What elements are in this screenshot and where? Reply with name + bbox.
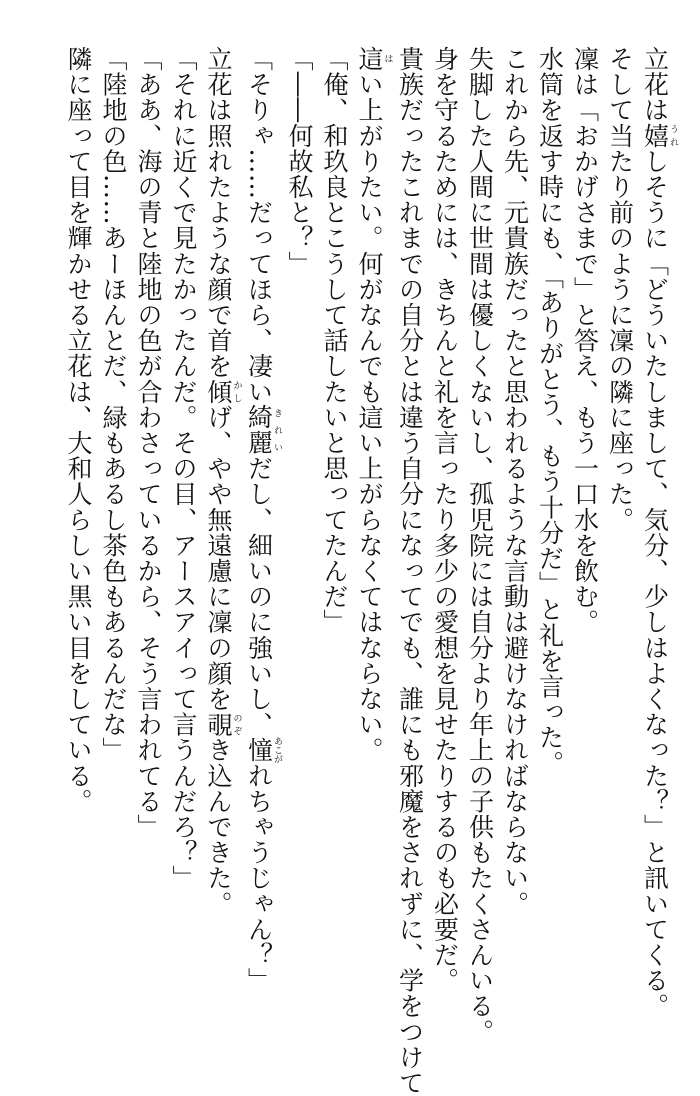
text-segment: 貴族だったこれまでの自分とは違う自分になってでも、誰にも邪魔をされずに、学をつけて xyxy=(395,46,425,1096)
text-segment: 凜は「おかげさまで」と答え、もう一口水を飲む。 xyxy=(570,46,600,635)
text-line xyxy=(61,46,96,966)
text-line xyxy=(603,46,638,966)
text-segment: これから先、元貴族だったと思われるような言動は避けなければならない。 xyxy=(500,46,530,917)
text-line xyxy=(131,46,166,966)
text-segment: い上がりたい。何がなんでも這い上がらなくてはならない。 xyxy=(355,71,384,763)
text-segment: 失脚した人間に世間は優しくないし、孤児院には自分より年上の子供もたくさんいる。 xyxy=(465,46,495,1045)
ruby-base-text: 綺麗 xyxy=(244,404,274,456)
furigana-ruby xyxy=(204,378,242,405)
text-segment: 身を守るためには、きちんと礼を言ったり多少の愛想を見せたりするのも必要だ。 xyxy=(430,46,460,994)
furigana-ruby xyxy=(244,736,282,764)
text-line xyxy=(533,46,568,966)
text-segment: 水筒を返す時にも、「ありがとう、もう十分だ」と礼を言った。 xyxy=(535,46,565,776)
ruby-base-text: 嬉 xyxy=(640,122,670,149)
ruby-base-text: 覗 xyxy=(204,711,233,738)
text-line xyxy=(96,46,131,966)
text-line xyxy=(317,46,352,966)
ruby-reading: あこが xyxy=(272,736,282,764)
text-segment: 隣に座って目を輝かせる立花は、大和人らしい黒い目をしている。 xyxy=(64,46,93,814)
ruby-reading: のぞ xyxy=(231,711,242,738)
text-line xyxy=(498,46,533,966)
text-segment: 「ああ、海の青と陸地の色が合わさっているから、そう言われてる」 xyxy=(134,46,163,840)
furigana-ruby xyxy=(204,711,242,738)
text-segment: しそうに「どういたしまして、気分、少しはよくなった？」と訊いてくる。 xyxy=(640,148,670,1019)
text-line xyxy=(201,46,242,966)
text-segment: 「――何故私と？」 xyxy=(285,46,314,277)
text-segment: 立花は照れたような顔で首を xyxy=(204,46,233,379)
text-line xyxy=(568,46,603,966)
vertical-text-body xyxy=(61,46,678,1096)
text-segment: 「陸地の色……あーほんとだ、緑もあるし茶色もあるんだな」 xyxy=(99,46,128,763)
text-segment: 「そりゃ……だってほら、凄い xyxy=(244,46,274,405)
text-segment: き込んできた。 xyxy=(204,737,233,917)
text-line xyxy=(282,46,317,966)
text-segment: 立花は xyxy=(640,46,670,123)
text-line xyxy=(463,46,498,1045)
ruby-reading: きれい xyxy=(272,404,282,456)
text-line xyxy=(242,46,283,994)
text-segment: そして当たり前のように凜の隣に座った。 xyxy=(605,46,635,533)
text-segment: げ、やや無遠慮に凜の顔を xyxy=(204,404,233,712)
text-line xyxy=(166,46,201,966)
ruby-reading: は xyxy=(382,46,393,72)
ruby-reading: かし xyxy=(231,378,242,405)
furigana-ruby xyxy=(355,46,393,72)
text-line xyxy=(638,46,679,1019)
furigana-ruby xyxy=(244,404,282,456)
ruby-base-text: 憧 xyxy=(244,736,274,764)
text-segment: れちゃうじゃん？」 xyxy=(244,762,274,994)
furigana-ruby xyxy=(640,122,678,149)
ruby-base-text: 這 xyxy=(355,46,384,72)
text-segment: 「それに近くで見たかったんだ。その目、アースアイって言うんだろ？」 xyxy=(169,46,198,891)
ruby-base-text: 傾 xyxy=(204,378,233,405)
text-segment: 「俺、和玖良とこうして話したいと思ってたんだ」 xyxy=(320,46,349,635)
text-line xyxy=(352,46,393,966)
ruby-reading: うれ xyxy=(668,122,678,149)
text-line xyxy=(393,46,428,1096)
text-line xyxy=(428,46,463,994)
text-segment: だし、細いのに強いし、 xyxy=(244,455,274,738)
